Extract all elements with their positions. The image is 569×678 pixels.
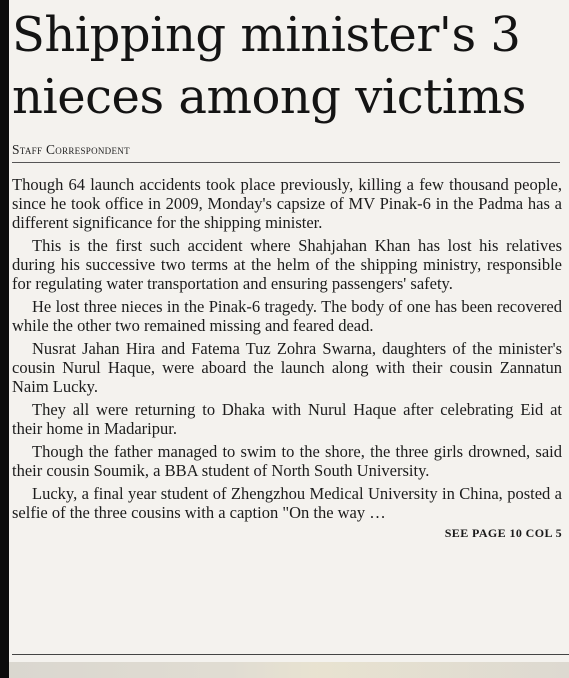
byline: Staff Correspondent [12, 142, 560, 163]
continuation-jump: SEE PAGE 10 COL 5 [444, 526, 562, 540]
paragraph-5: They all were returning to Dhaka with Nurul Haque after celebrating Eid at their home in Madaripur. [12, 400, 562, 438]
paragraph-1: Though 64 launch accidents took place previously, killing a few thousand people, since he took office in 2009, Monday's capsize of MV Pinak-6 in the Padma has a different significance for the shipping minister. [12, 175, 562, 232]
page-edge-shadow [0, 0, 9, 678]
paragraph-6: Though the father managed to swim to the shore, the three girls drowned, said their cousin Soumik, a BBA student of North South University. [12, 442, 562, 480]
bottom-divider [12, 654, 569, 655]
paragraph-2: This is the first such accident where Shahjahan Khan has lost his relatives during his successive two terms at the helm of the shipping ministry, responsible for regulating water transportation and ensuring passengers' safety. [12, 236, 562, 293]
paragraph-3: He lost three nieces in the Pinak-6 tragedy. The body of one has been recovered while the other two remained missing and feared dead. [12, 297, 562, 335]
headline [12, 0, 562, 128]
bottom-cropped-strip [9, 662, 569, 678]
article-body [12, 175, 562, 522]
paragraph-4: Nusrat Jahan Hira and Fatema Tuz Zohra Swarna, daughters of the minister's cousin Nurul Haque, were aboard the launch along with their cousin Zannatun Naim Lucky. [12, 339, 562, 396]
headline-line-2: nieces among victims [12, 69, 526, 125]
paragraph-7: Lucky, a final year student of Zhengzhou Medical University in China, posted a selfie of the three cousins with a caption "On the way … [12, 484, 562, 522]
headline-line-1: Shipping minister's 3 [12, 7, 521, 63]
news-article [12, 0, 562, 541]
